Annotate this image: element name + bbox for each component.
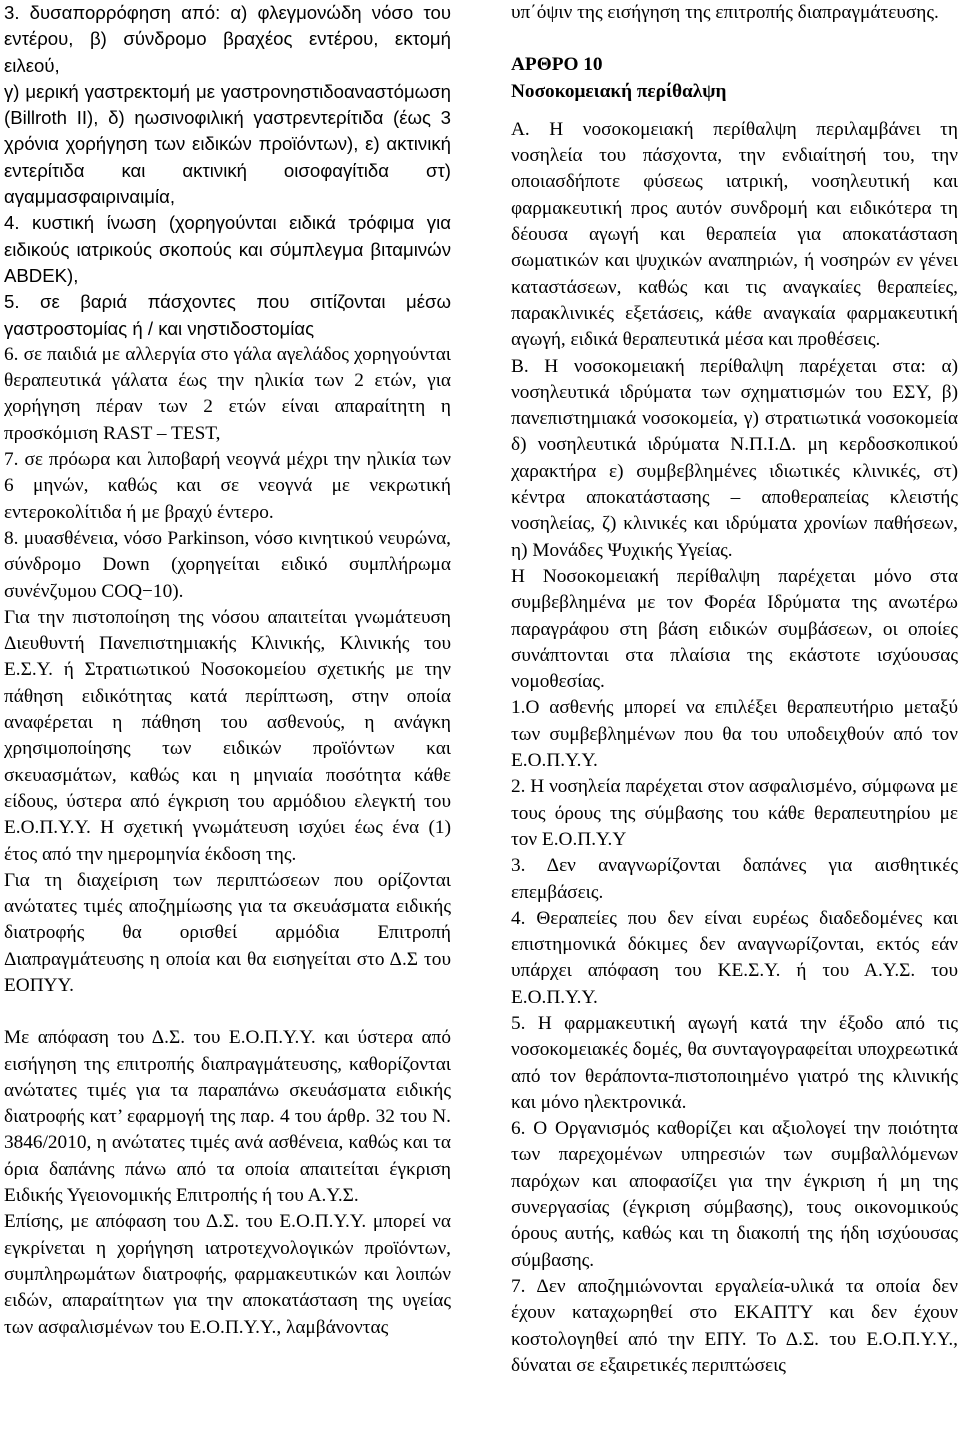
list-item: 3. Δεν αναγνωρίζονται δαπάνες για αισθητικές επεμβάσεις. [511,855,958,903]
list-item: 7. σε πρόωρα και λιποβαρή νεογνά μέχρι την ηλικία των 6 μηνών, καθώς και σε νεογνά με νεκρωτική εντεροκολίτιδα ή με βραχύ έντερο. [4,449,451,523]
list-item: 4. Θεραπείες που δεν είναι ευρέως διαδεδομένες και επιστημονικά δόκιμες δεν αναγνωρίζονται, εκτός εάν υπάρχει απόφαση του ΚΕ.Σ.Υ. ή του Α.Υ.Σ. του Ε.Ο.Π.Υ.Υ. [511,907,958,1008]
list-item: 6. Ο Οργανισμός καθορίζει και αξιολογεί την ποιότητα των παρεχομένων υπηρεσιών των συμβαλλόμενων παρόχων και αποφασίζει για την έγκριση ή μη της συνεργασίας (έγκριση σύμβασης), τους οικονομικούς όρους αυτής, καθώς και τη διακοπή της ήδη ισχύουσας σύμβασης. [511,1118,958,1271]
list-item: γ) μερική γαστρεκτομή με γαστρονηστιδοαναστόμωση (Billroth II), δ) ηωσινοφιλική γαστρεντερίτιδα (έως 3 χρόνια χορήγηση των ειδικών προϊόντων), ε) ακτινική εντερίτιδα και ακτινική οισοφαγίτιδα στ) αγαμμασφαιριναιμία, [4,80,451,208]
list-item: 2. Η νοσηλεία παρέχεται στον ασφαλισμένο, σύμφωνα με τους όρους της σύμβασης του κάθε θεραπευτηρίου με τον Ε.Ο.Π.Υ.Υ [511,776,958,850]
list-item: 3. δυσαπορρόφηση από: α) φλεγμονώδη νόσο του εντέρου, β) σύνδρομο βραχέος εντέρου, εκτομή ειλεού, [4,2,451,76]
list-item: 7. Δεν αποζημιώνονται εργαλεία-υλικά τα οποία δεν έχουν καταχωρηθεί στο ΕΚΑΠΤΥ και δεν έχουν κοστολογηθεί από την ΕΠΥ. Το Δ.Σ. του Ε.Ο.Π.Υ.Υ., δύναται σε εξαιρετικές περιπτώσεις [511,1275,958,1376]
list-item: 4. κυστική ίνωση (χορηγούνται ειδικά τρόφιμα για ειδικούς ιατρικούς σκοπούς και σύμπλεγμα βιταμινών ABDEK), [4,212,451,286]
right-column [511,0,958,1379]
paragraph: Επίσης, με απόφαση του Δ.Σ. του Ε.Ο.Π.Υ.Υ. μπορεί να εγκρίνεται η χορήγηση ιατροτεχνολογικών προϊόντων, συμπληρωμάτων διατροφής, φαρμακευτικών και λοιπών ειδών, απαραίτητων για την αποκατάσταση της υγείας των ασφαλισμένων του Ε.Ο.Π.Υ.Υ., λαμβάνοντας [4,1211,451,1338]
list-item: 5. σε βαριά πάσχοντες που σιτίζονται μέσω γαστροστομίας ή / και νηστιδοστομίας [4,291,451,339]
paragraph: Η Νοσοκομειακή περίθαλψη παρέχεται μόνο στα συμβεβλημένα με τον Φορέα Ιδρύματα της ανωτέρω παραγράφου στη βάση ειδικών συμβάσεων, οι οποίες συνάπτονται στα πλαίσια της εκάστοτε ισχύουσας νομοθεσίας. [511,565,958,693]
list-item: 6. σε παιδιά με αλλεργία στο γάλα αγελάδος χορηγούνται θεραπευτικά γάλατα έως την ηλικία των 2 ετών, για χορήγηση πέραν των 2 ετών είναι απαραίτητη η προσκόμιση RAST – TEST, [4,343,451,444]
list-item: 8. μυασθένεια, νόσο Parkinson, νόσο κινητικού νευρώνα, σύνδρομο Down (χορηγείται ειδικό συμπλήρωμα συνένζυμου COQ−10). [4,527,451,602]
paragraph: Για τη διαχείριση των περιπτώσεων που ορίζονται ανώτατες τιμές αποζημίωσης για τα σκευάσματα ειδικής διατροφής θα ορισθεί αρμόδια Επιτροπή Διαπραγμάτευσης η οποία και θα εισηγείται στο Δ.Σ του ΕΟΠΥΥ. [4,869,451,996]
left-column [4,0,451,1341]
article-title: Νοσοκομειακή περίθαλψη [511,80,727,102]
paragraph: Με απόφαση του Δ.Σ. του Ε.Ο.Π.Υ.Υ. και ύστερα από εισήγηση της επιτροπής διαπραγμάτευσης, καθορίζονται ανώτατες τιμές για τα παραπάνω σκευάσματα ειδικής διατροφής κατ’ εφαρμογή της παρ. 4 του άρθρ. 32 του Ν. 3846/2010, η ανώτατες τιμές ανά ασθένεια, καθώς και τα όρια δαπάνης πάνω από τα οποία απαιτείται έγκριση Ειδικής Υγειονομικής Επιτροπής ή του Α.Υ.Σ. [4,1027,451,1207]
article-number: ΑΡΘΡΟ 10 [511,54,603,76]
paragraph: Α. Η νοσοκομειακή περίθαλψη περιλαμβάνει τη νοσηλεία του πάσχοντα, την ενδιαίτησή του, την οποιασδήποτε φύσεως ιατρική, νοσηλευτική και φαρμακευτική προς αυτόν συνδρομή και ειδικότερα τη δέουσα αγωγή και θεραπεία για αποκατάσταση σωματικών και ψυχικών αναπηριών, ή νοσηρών εν γένει καταστάσεων, καθώς και τις αναγκαίες θεραπείες, παρακλινικές εξετάσεις, κάθε αναγκαία φαρμακευτική αγωγή, ειδικά θεραπευτικά μέσα και προθέσεις. [511,118,958,351]
list-item: 1.Ο ασθενής μπορεί να επιλέξει θεραπευτήριο μεταξύ των συμβεβλημένων που θα του υποδειχθούν από τον Ε.Ο.Π.Υ.Υ. [511,697,958,772]
paragraph: Β. Η νοσοκομειακή περίθαλψη παρέχεται στα: α) νοσηλευτικά ιδρύματα των σχηματισμών του ΕΣΥ, β) πανεπιστημιακά νοσοκομεία, γ) στρατιωτικά νοσοκομεία δ) νοσηλευτικά ιδρύματα Ν.Π.Ι.Δ. μη κερδοσκοπικού χαρακτήρα ε) συμβεβλημένες ιδιωτικές κλινικές, στ) κέντρα αποκατάστασης – αποθεραπείας κλειστής νοσηλείας, ζ) κλινικές και ιδρύματα χρονίων παθήσεων, η) Μονάδες Ψυχικής Υγείας. [511,355,958,561]
paragraph: Για την πιστοποίηση της νόσου απαιτείται γνωμάτευση Διευθυντή Πανεπιστημιακής Κλινικής, Κλινικής του Ε.Σ.Υ. ή Στρατιωτικού Νοσοκομείου σχετικής με την πάθηση ειδικότητας κατά περίπτωση, στην οποία αναφέρεται η πάθηση του ασθενούς, η ανάγκη χρησιμοποίησης των ειδικών προϊόντων και σκευασμάτων, καθώς και η μηνιαία ποσότητα κάθε είδους, ύστερα από έγκριση του αρμόδιου ελεγκτή του Ε.Ο.Π.Υ.Υ. Η σχετική γνωμάτευση ισχύει έως ένα (1) έτος από την ημερομηνία έκδοση της. [4,606,451,865]
list-item: 5. Η φαρμακευτική αγωγή κατά την έξοδο από τις νοσοκομειακές δομές, θα συνταγογραφείται υποχρεωτικά από τον θεράποντα-πιστοποιημένο γιατρό της κλινικής και μόνο ηλεκτρονικά. [511,1012,958,1113]
paragraph: υπ΄όψιν της εισήγηση της επιτροπής διαπραγμάτευσης. [511,2,939,23]
